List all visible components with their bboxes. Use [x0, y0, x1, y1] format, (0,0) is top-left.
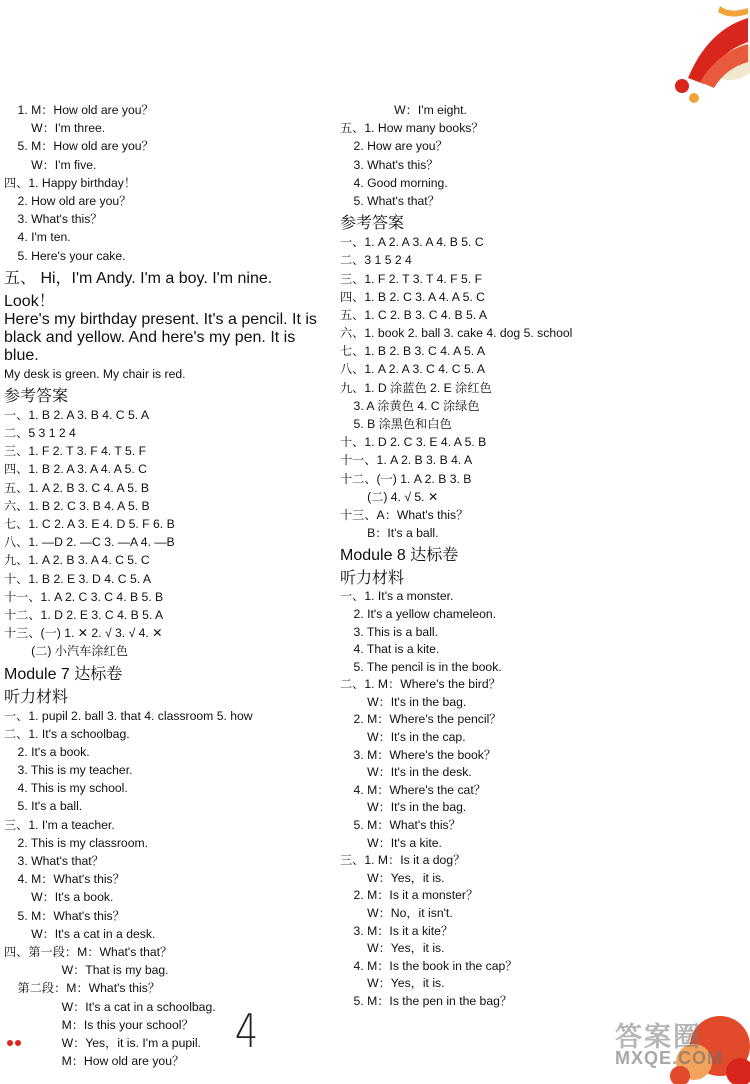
- text-line: W：It's a kite.: [340, 835, 442, 850]
- text-line: 4. M：Is the book in the cap？: [340, 958, 518, 973]
- text-line: 四、1. B 2. A 3. A 4. A 5. C: [4, 462, 147, 477]
- text-line: 3. This is my teacher.: [4, 763, 133, 778]
- section-heading: 听力材料: [340, 570, 405, 588]
- watermark-logo: 答案圈: [615, 1022, 702, 1052]
- text-line: 八、1. —D 2. —C 3. —A 4. —B: [4, 535, 175, 550]
- text-line: 2. How old are you？: [4, 193, 132, 208]
- text-line: 一、1. It's a monster.: [340, 589, 454, 604]
- text-line: 十一、1. A 2. B 3. B 4. A: [340, 453, 473, 468]
- module-title: Module 7 达标卷: [4, 665, 123, 683]
- text-line: 5. M：How old are you？: [4, 139, 154, 154]
- text-line: 2. How are you？: [340, 139, 448, 154]
- text-line: 八、1. A 2. A 3. C 4. C 5. A: [340, 362, 485, 377]
- text-line: 九、1. D 涂蓝色 2. E 涂红色: [340, 380, 492, 395]
- text-line: 3. What's this？: [340, 157, 439, 172]
- text-line: 5. M：What's this？: [340, 818, 461, 833]
- text-line: (二) 4. √ 5. ✕: [340, 489, 439, 504]
- corner-decoration: [660, 0, 750, 110]
- text-line: 十、1. B 2. E 3. D 4. C 5. A: [4, 571, 151, 586]
- text-line: 十、1. D 2. C 3. E 4. A 5. B: [340, 435, 487, 450]
- left-column: [4, 101, 326, 1070]
- text-line: W：Yes，it is. I'm a pupil.: [4, 1035, 201, 1050]
- text-line: 二、5 3 1 2 4: [4, 426, 76, 441]
- text-line: 3. A 涂黄色 4. C 涂绿色: [340, 398, 480, 413]
- text-line: 4. Good morning.: [340, 175, 448, 190]
- text-line: W：It's in the bag.: [340, 800, 467, 815]
- text-line: 5. M：Is the pen in the bag？: [340, 993, 513, 1008]
- text-line: W：It's a cat in a schoolbag.: [4, 999, 216, 1014]
- page-number: 4: [234, 1004, 259, 1058]
- text-line: 5. Here's your cake.: [4, 248, 126, 263]
- module-title: Module 8 达标卷: [340, 547, 459, 565]
- text-line: 四、第一段：M：What's that？: [4, 944, 173, 959]
- text-line: 一、1. B 2. A 3. B 4. C 5. A: [4, 407, 149, 422]
- text-line: 五、1. How many books？: [340, 121, 484, 136]
- text-line: My desk is green. My chair is red.: [4, 366, 186, 381]
- text-line: 七、1. B 2. B 3. C 4. A 5. A: [340, 344, 485, 359]
- section-heading: 听力材料: [4, 688, 69, 706]
- text-line: 3. M：Where's the book？: [340, 747, 497, 762]
- text-line: 十三、(一) 1. ✕ 2. √ 3. √ 4. ✕: [4, 626, 163, 641]
- text-line: 1. M：How old are you？: [4, 103, 154, 117]
- text-line: W：It's in the cap.: [340, 730, 466, 745]
- right-column: [340, 101, 746, 1011]
- text-line: M：How old are you？: [4, 1054, 185, 1069]
- paragraph-line: Here's my birthday present. It's a pencil. It is: [4, 310, 317, 328]
- text-line: 九、1. A 2. B 3. A 4. C 5. C: [4, 553, 150, 568]
- text-line: 5. M：What's this？: [4, 908, 125, 923]
- text-line: 4. That is a kite.: [340, 642, 440, 657]
- text-line: 十二、1. D 2. E 3. C 4. B 5. A: [4, 607, 164, 622]
- text-line: 5. What's that？: [340, 193, 440, 208]
- text-line: 十一、1. A 2. C 3. C 4. B 5. B: [4, 589, 164, 604]
- text-line: 2. It's a yellow chameleon.: [340, 606, 497, 621]
- paragraph-line: 五、 Hi，I'm Andy. I'm a boy. I'm nine. Look！: [4, 269, 273, 310]
- text-line: 4. I'm ten.: [4, 230, 71, 245]
- text-line: W：Yes，it is.: [340, 870, 445, 885]
- text-line: 十二、(一) 1. A 2. B 3. B: [340, 471, 472, 486]
- section-heading: 参考答案: [340, 215, 405, 233]
- text-line: 二、3 1 5 2 4: [340, 253, 412, 268]
- text-line: 十三、A：What's this？: [340, 507, 469, 522]
- text-line: W：It's in the desk.: [340, 765, 472, 780]
- text-line: B：It's a ball.: [340, 526, 439, 541]
- text-line: W：It's a cat in a desk.: [4, 926, 156, 941]
- text-line: 第二段：M：What's this？: [4, 981, 161, 996]
- text-line: W：I'm three.: [4, 121, 106, 136]
- text-line: 4. M：Where's the cat？: [340, 782, 486, 797]
- text-line: 四、1. B 2. C 3. A 4. A 5. C: [340, 289, 485, 304]
- text-line: W：I'm eight.: [340, 103, 467, 117]
- text-line: 3. This is a ball.: [340, 624, 438, 639]
- text-line: 2. M：Is it a monster？: [340, 888, 479, 903]
- text-line: 五、1. C 2. B 3. C 4. B 5. A: [340, 307, 487, 322]
- text-line: 2. It's a book.: [4, 744, 90, 759]
- text-line: 4. This is my school.: [4, 781, 128, 796]
- text-line: 三、1. M：Is it a dog？: [340, 853, 466, 868]
- text-line: 一、1. pupil 2. ball 3. that 4. classroom 5. how: [4, 708, 253, 723]
- paragraph-line: black and yellow. And here's my pen. It is blue.: [4, 328, 296, 364]
- text-line: 七、1. C 2. A 3. E 4. D 5. F 6. B: [4, 517, 175, 531]
- text-line: (二) 小汽车涂红色: [4, 644, 128, 659]
- text-line: 二、1. It's a schoolbag.: [4, 726, 130, 741]
- text-line: 三、1. I'm a teacher.: [4, 817, 115, 832]
- text-line: 三、1. F 2. T 3. F 4. T 5. F: [4, 444, 147, 459]
- text-line: W：That is my bag.: [4, 963, 169, 978]
- text-line: 5. It's a ball.: [4, 799, 83, 814]
- text-line: W：It's a book.: [4, 890, 114, 905]
- text-line: 六、1. B 2. C 3. B 4. A 5. B: [4, 498, 150, 513]
- text-line: 五、1. A 2. B 3. C 4. A 5. B: [4, 480, 149, 495]
- text-line: 2. This is my classroom.: [4, 835, 149, 850]
- text-line: 二、1. M：Where's the bird？: [340, 677, 501, 692]
- text-line: W：I'm five.: [4, 157, 97, 172]
- text-line: W：Yes，it is.: [340, 976, 445, 991]
- watermark-url: MXQE.COM: [615, 1048, 724, 1068]
- section-heading: 参考答案: [4, 387, 69, 405]
- text-line: 四、1. Happy birthday！: [4, 175, 137, 190]
- text-line: 5. B 涂黑色和白色: [340, 417, 452, 431]
- text-line: 一、1. A 2. A 3. A 4. B 5. C: [340, 235, 484, 250]
- text-line: 3. What's this？: [4, 212, 103, 227]
- text-line: 3. What's that？: [4, 854, 104, 868]
- text-line: W：Yes，it is.: [340, 941, 445, 956]
- text-line: 三、1. F 2. T 3. T 4. F 5. F: [340, 271, 483, 286]
- text-line: 5. The pencil is in the book.: [340, 659, 502, 674]
- text-line: 六、1. book 2. ball 3. cake 4. dog 5. school: [340, 326, 573, 341]
- text-line: 3. M：Is it a kite？: [340, 923, 454, 938]
- text-line: W：It's in the bag.: [340, 694, 467, 709]
- text-line: W：No，it isn't.: [340, 906, 453, 920]
- text-line: 2. M：Where's the pencil？: [340, 712, 502, 727]
- text-line: 4. M：What's this？: [4, 872, 125, 887]
- text-line: M：Is this your school？: [4, 1017, 194, 1032]
